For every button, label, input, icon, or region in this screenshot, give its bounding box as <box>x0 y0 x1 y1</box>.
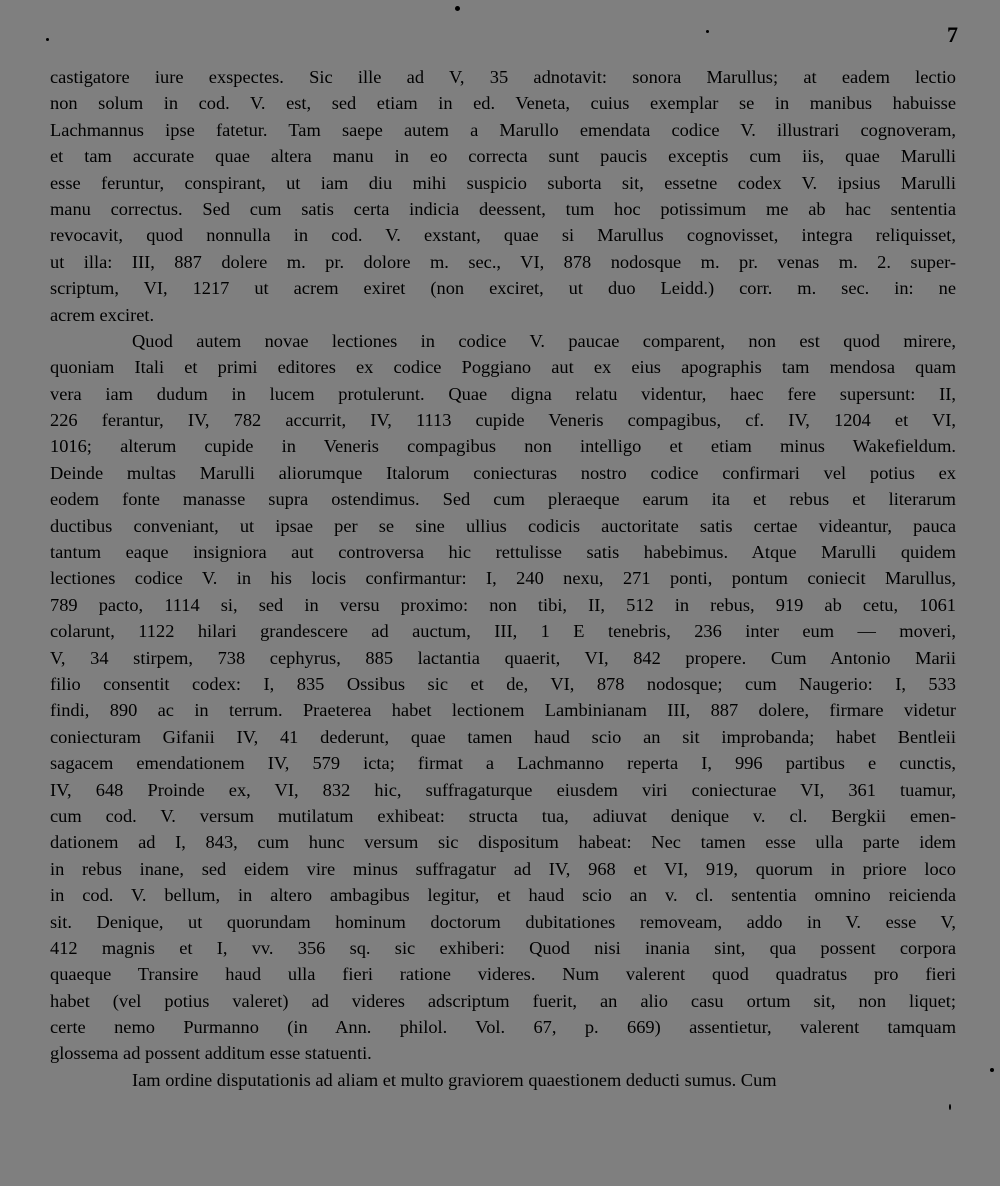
scan-speck <box>706 30 709 33</box>
text-line: non solum in cod. V. est, sed etiam in ed. Veneta, cuius exemplar se in manibus habuisse <box>50 93 956 114</box>
scan-speck <box>46 38 49 41</box>
text-line: scriptum, VI, 1217 ut acrem exiret (non exciret, ut duo Leidd.) corr. m. sec. in: ne <box>50 278 956 299</box>
text-line: 226 ferantur, IV, 782 accurrit, IV, 1113 cupide Veneris compagibus, cf. IV, 1204 et VI, <box>50 410 956 431</box>
text-line: manu correctus. Sed cum satis certa indicia deessent, tum hoc potissimum me ab hac sententia <box>50 198 956 219</box>
scan-speck <box>949 1104 951 1110</box>
text-line: cum cod. V. versum mutilatum exhibeat: structa tua, adiuvat denique v. cl. Bergkii emen- <box>50 805 956 826</box>
text-line: Iam ordine disputationis ad aliam et multo graviorem quaestionem deducti sumus. Cum <box>132 1069 777 1090</box>
text-line: habet (vel potius valeret) ad videres adscriptum fuerit, an alio casu ortum sit, non liquet; <box>50 990 956 1011</box>
text-line: quaeque Transire haud ulla fieri ratione videres. Num valerent quod quadratus pro fieri <box>50 964 956 985</box>
text-line: lectiones codice V. in his locis confirmantur: I, 240 nexu, 271 ponti, pontum coniecit Marullus, <box>50 568 956 589</box>
text-line: quoniam Itali et primi editores ex codice Poggiano aut ex eius apographis tam mendosa quam <box>50 357 956 378</box>
text-line: IV, 648 Proinde ex, VI, 832 hic, suffragaturque eiusdem viri coniecturae VI, 361 tuamur, <box>50 779 956 800</box>
text-line: 1016; alterum cupide in Veneris compagibus non intelligo et etiam minus Wakefieldum. <box>50 436 956 457</box>
text-line: Quod autem novae lectiones in codice V. paucae comparent, non est quod mirere, <box>132 330 956 351</box>
text-line: tantum eaque insigniora aut controversa hic rettulisse satis habebimus. Atque Marulli quidem <box>50 542 956 563</box>
text-line: filio consentit codex: I, 835 Ossibus sic et de, VI, 878 nodosque; cum Naugerio: I, 533 <box>50 673 956 694</box>
text-line: Lachmannus ipse fatetur. Tam saepe autem a Marullo emendata codice V. illustrari cognoveram, <box>50 119 956 140</box>
text-line: V, 34 stirpem, 738 cephyrus, 885 lactantia quaerit, VI, 842 propere. Cum Antonio Marii <box>50 647 956 668</box>
text-line: esse feruntur, conspirant, ut iam diu mihi suspicio suborta sit, essetne codex V. ipsius Marulli <box>50 172 956 193</box>
text-line: acrem exciret. <box>50 304 155 325</box>
text-line: sit. Denique, ut quorundam hominum doctorum dubitationes removeam, addo in V. esse V, <box>50 911 956 932</box>
text-line: findi, 890 ac in terrum. Praeterea habet lectionem Lambinianam III, 887 dolere, firmare videtur <box>50 700 956 721</box>
text-line: revocavit, quod nonnulla in cod. V. exstant, quae si Marullus cognovisset, integra reliquisset, <box>50 225 956 246</box>
text-line: dationem ad I, 843, cum hunc versum sic dispositum habeat: Nec tamen esse ulla parte idem <box>50 832 956 853</box>
text-line: vera iam dudum in lucem protulerunt. Quae digna relatu videntur, haec fere supersunt: II, <box>50 383 956 404</box>
text-line: sagacem emendationem IV, 579 icta; firmat a Lachmanno reperta I, 996 partibus e cunctis, <box>50 753 956 774</box>
text-line: ut illa: III, 887 dolere m. pr. dolore m. sec., VI, 878 nodosque m. pr. venas m. 2. super- <box>50 251 956 272</box>
scan-speck <box>455 6 460 11</box>
text-line: coniecturam Gifanii IV, 41 dederunt, quae tamen haud scio an sit improbanda; habet Bentleii <box>50 726 956 747</box>
text-line: glossema ad possent additum esse statuenti. <box>50 1043 372 1064</box>
text-line: eodem fonte manasse supra ostendimus. Sed cum pleraeque earum ita et rebus et literarum <box>50 489 956 510</box>
text-line: et tam accurate quae altera manu in eo correcta sunt paucis exceptis cum iis, quae Marulli <box>50 146 956 167</box>
text-line: in cod. V. bellum, in altero ambagibus legitur, et haud scio an v. cl. sententia omnino reicienda <box>50 885 956 906</box>
text-line: 789 pacto, 1114 si, sed in versu proximo: non tibi, II, 512 in rebus, 919 ab cetu, 1061 <box>50 594 956 615</box>
text-line: colarunt, 1122 hilari grandescere ad auctum, III, 1 E tenebris, 236 inter eum — moveri, <box>50 621 956 642</box>
text-line: ductibus conveniant, ut ipsae per se sine ullius codicis auctoritate satis certae videantur, pauca <box>50 515 956 536</box>
text-line: castigatore iure exspectes. Sic ille ad V, 35 adnotavit: sonora Marullus; at eadem lectio <box>50 67 956 87</box>
text-line: Deinde multas Marulli aliorumque Italorum coniecturas nostro codice confirmari vel potius ex <box>50 462 956 483</box>
text-line: certe nemo Purmanno (in Ann. philol. Vol. 67, p. 669) assentietur, valerent tamquam <box>50 1017 956 1038</box>
body-text <box>50 64 956 1093</box>
page-number: 7 <box>947 22 958 47</box>
text-line: in rebus inane, sed eidem vire minus suffragatur ad IV, 968 et VI, 919, quorum in priore loco <box>50 858 956 879</box>
scan-speck <box>990 1068 994 1072</box>
text-line: 412 magnis et I, vv. 356 sq. sic exhiberi: Quod nisi inania sint, qua possent corpora <box>50 937 956 958</box>
